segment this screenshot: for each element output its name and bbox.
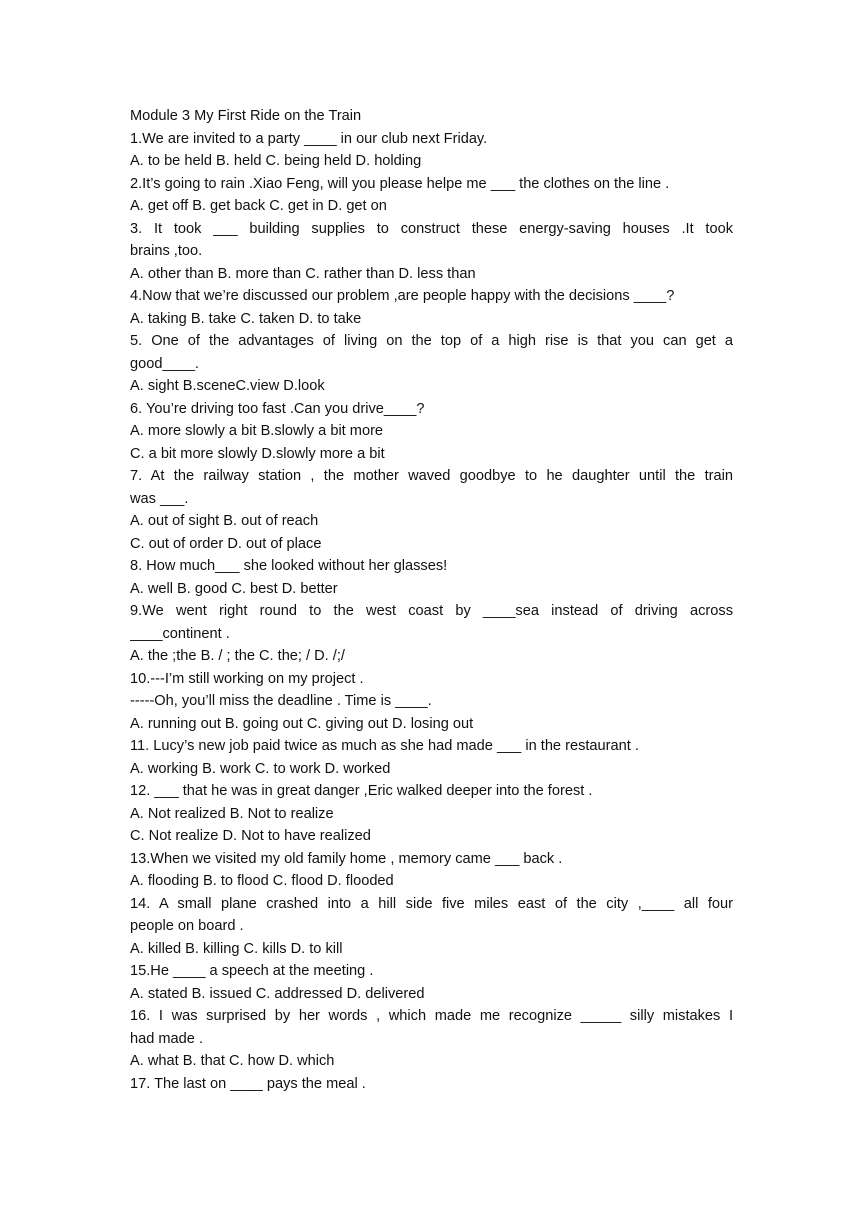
text-line: 15.He ____ a speech at the meeting . <box>130 963 374 979</box>
text-line: ____continent . <box>130 625 230 642</box>
text-line: 17. The last on ____ pays the meal . <box>130 1075 366 1092</box>
text-line: 7. At the railway station , the mother waved goodbye to he daughter until the train <box>130 468 733 484</box>
text-line: 11. Lucy’s new job paid twice as much as she had made ___ in the restaurant . <box>130 738 639 754</box>
text-line: 16. I was surprised by her words , which made me recognize _____ silly mistakes I <box>130 1008 733 1024</box>
text-line: 4.Now that we’re discussed our problem ,are people happy with the decisions ____? <box>130 288 675 304</box>
text-line: 1.We are invited to a party ____ in our club next Friday. <box>130 130 488 147</box>
text-line: 9.We went right round to the west coast by ____sea instead of driving across <box>130 603 733 619</box>
text-line: had made . <box>130 1030 204 1047</box>
text-line: A. well B. good C. best D. better <box>130 580 338 597</box>
text-line: A. running out B. going out C. giving out D. losing out <box>130 715 474 732</box>
question-list <box>130 128 733 1096</box>
text-line: people on board . <box>130 918 244 934</box>
text-line: 6. You’re driving too fast .Can you drive____? <box>130 400 425 417</box>
text-line: A. killed B. killing C. kills D. to kill <box>130 940 343 957</box>
text-line: A. get off B. get back C. get in D. get on <box>130 198 387 214</box>
text-line: A. sight B.sceneC.view D.look <box>130 378 325 394</box>
text-line: A. other than B. more than C. rather than D. less than <box>130 265 476 282</box>
text-line: A. more slowly a bit B.slowly a bit more <box>130 423 384 439</box>
text-line: A. the ;the B. / ; the C. the; / D. /;/ <box>130 648 345 664</box>
text-line: C. a bit more slowly D.slowly more a bit <box>130 445 385 462</box>
document-title: Module 3 My First Ride on the Train <box>130 108 362 124</box>
text-line: 12. ___ that he was in great danger ,Eric walked deeper into the forest . <box>130 783 593 799</box>
text-line: A. flooding B. to flood C. flood D. flooded <box>130 873 394 889</box>
text-line: 14. A small plane crashed into a hill side five miles east of the city ,____ all four <box>130 895 733 912</box>
text-line: A. out of sight B. out of reach <box>130 513 319 529</box>
text-line: A. to be held B. held C. being held D. holding <box>130 153 422 169</box>
text-line: C. out of order D. out of place <box>130 535 322 552</box>
text-line: was ___. <box>130 490 189 507</box>
text-line: 13.When we visited my old family home , memory came ___ back . <box>130 850 563 867</box>
text-line: 5. One of the advantages of living on the top of a high rise is that you can get a <box>130 333 733 349</box>
text-line: A. stated B. issued C. addressed D. delivered <box>130 985 425 1002</box>
text-line: C. Not realize D. Not to have realized <box>130 828 371 844</box>
text-line: brains ,too. <box>130 243 203 259</box>
text-line: good____. <box>130 355 199 372</box>
text-line: 3. It took ___ building supplies to construct these energy-saving houses .It took <box>130 220 733 237</box>
text-line: A. what B. that C. how D. which <box>130 1053 335 1069</box>
text-line: A. taking B. take C. taken D. to take <box>130 310 362 327</box>
text-line: A. Not realized B. Not to realize <box>130 805 334 822</box>
text-line: A. working B. work C. to work D. worked <box>130 760 391 777</box>
text-line: 2.It’s going to rain .Xiao Feng, will you please helpe me ___ the clothes on the line . <box>130 175 670 192</box>
document-page <box>130 105 733 1095</box>
text-line: 10.---I’m still working on my project . <box>130 670 364 687</box>
text-line: -----Oh, you’ll miss the deadline . Time is ____. <box>130 693 432 709</box>
text-line: 8. How much___ she looked without her glasses! <box>130 558 448 574</box>
